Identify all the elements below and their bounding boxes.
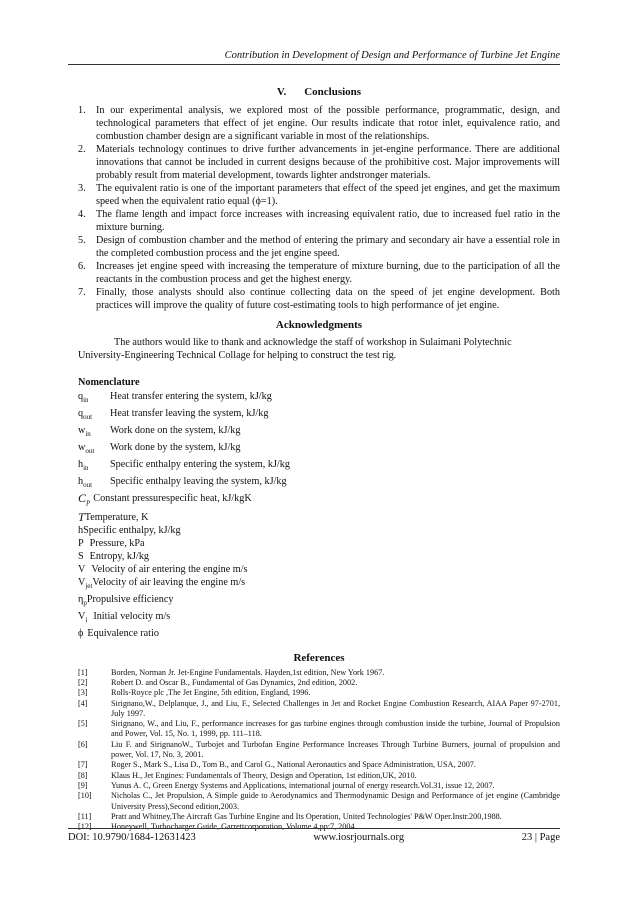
- page-footer: [68, 828, 560, 843]
- nomenclature-entry: [78, 627, 560, 640]
- nomenclature-entry: [78, 475, 560, 492]
- reference-number: [4]: [78, 698, 88, 708]
- nomenclature-symbol: $V_{jet}$: [78, 576, 93, 590]
- conclusion-item: [78, 104, 560, 143]
- nomenclature-symbol: V: [78, 563, 86, 575]
- nomenclature-symbol: $C_P$: [78, 491, 91, 508]
- acknowledgments-heading: Acknowledgments: [275, 319, 363, 331]
- reference-number: [12]: [78, 822, 92, 832]
- conclusion-text: The flame length and impact force increases with increasing equivalent ratio, due to increased fuel ratio in the mixture burning.: [96, 209, 560, 233]
- conclusion-item: [78, 182, 560, 208]
- nomenclature-description: Specific enthalpy leaving the system, kJ/kg: [110, 476, 287, 488]
- nomenclature-entry: [78, 610, 560, 627]
- reference-text: Pratt and Whitney,The Aircraft Gas Turbine Engine and Its Operation, United Technologies' P&W Oper.Instr.200,1988.: [111, 811, 502, 821]
- nomenclature-symbol: $h_{out}$: [78, 476, 93, 490]
- nomenclature-entry: [78, 524, 560, 537]
- reference-number: [7]: [78, 760, 88, 770]
- reference-number: [5]: [78, 719, 88, 729]
- reference-entry: [78, 812, 560, 822]
- footer-website: www.iosrjournals.org: [313, 832, 405, 843]
- nomenclature-description: Propulsive efficiency: [86, 593, 174, 605]
- conclusion-number: 3.: [78, 183, 86, 194]
- reference-number: [10]: [78, 791, 92, 801]
- conclusion-text: Finally, those analysts should also continue collecting data on the speed of jet engine development. Both practices will improve the quality of future cost-estimating tools to high performance of jet engine.: [96, 287, 560, 311]
- nomenclature-symbol: $h_{in}$: [78, 459, 89, 473]
- conclusion-text: Design of combustion chamber and the method of entering the primary and secondary air have a essential role in the completed combustion process and the jet engine speed.: [96, 235, 560, 259]
- nomenclature-description: Pressure, kPa: [89, 537, 145, 549]
- reference-text: Nicholas C., Jet Propulsion, A Simple guide to Aerodynamics and Thermodynamic Design and Performance of jet engine (Cambridge University Press),Second edition,2003.: [111, 791, 560, 811]
- reference-number: [9]: [78, 780, 88, 790]
- conclusion-text: In our experimental analysis, we explored most of the possible performance, programmatic, design, and technological parameters that effect of jet engine. Our results indicate that rotor inlet, equivalence ratio, and combustion chamber design are a significant variable in most of the relationships.: [96, 105, 560, 142]
- reference-number: [3]: [78, 688, 88, 698]
- nomenclature-description: Velocity of air entering the engine m/s: [91, 563, 248, 575]
- nomenclature-description: Heat transfer entering the system, kJ/kg: [110, 391, 272, 402]
- nomenclature-description: Velocity of air leaving the engine m/s: [92, 576, 246, 588]
- section-number: V.: [276, 86, 287, 98]
- nomenclature-description: Heat transfer leaving the system, kJ/kg: [110, 408, 269, 420]
- reference-number: [1]: [78, 667, 88, 677]
- reference-entry: [78, 719, 560, 740]
- nomenclature-entry: [78, 458, 560, 475]
- conclusions-list: [78, 104, 560, 312]
- nomenclature-symbol: T: [78, 509, 85, 524]
- reference-entry: [78, 688, 560, 698]
- conclusion-text: The equivalent ratio is one of the important parameters that effect of the speed jet engines, and get the maximum speed when the equivalent ratio equal (ϕ=1).: [96, 183, 560, 207]
- nomenclature-entry: [78, 441, 560, 458]
- conclusion-item: [78, 143, 560, 182]
- nomenclature-list: [78, 390, 560, 640]
- reference-entry: [78, 760, 560, 770]
- page-body: [78, 86, 560, 832]
- nomenclature-entry: [78, 492, 560, 510]
- nomenclature-entry: [78, 390, 560, 407]
- conclusion-item: [78, 208, 560, 234]
- nomenclature-entry: [78, 511, 560, 524]
- reference-text: Borden, Norman Jr. Jet-Engine Fundamentals. Hayden,1st edition, New York 1967.: [111, 667, 385, 677]
- nomenclature-symbol: $V_i$: [78, 610, 88, 624]
- conclusion-item: [78, 234, 560, 260]
- reference-text: Sirignano, W., and Liu, F., performance increases for gas turbine engines through combustion inside the turbine, Journal of Propulsion and Power, Vol. 15, No. 1, 1999, pp. 111–118.: [111, 719, 560, 739]
- reference-number: [11]: [78, 811, 92, 821]
- reference-text: Liu F. and SirignanoW., Turbojet and Turbofan Engine Performance Increases Through Turbine Burners, journal of propulsion and power, Vol. 17, No. 3, 2001.: [111, 739, 560, 760]
- reference-text: Honeywell, Turbocharger Guide, Garrettcorporation, Volume 4,pp:7, 2004.: [111, 822, 357, 832]
- conclusion-text: Increases jet engine speed with increasing the temperature of mixture burning, due to the participation of all the reactants in the combustion process and get the highest energy.: [96, 261, 560, 285]
- reference-entry: [78, 771, 560, 781]
- footer-doi: DOI: 10.9790/1684-12631423: [68, 832, 196, 843]
- nomenclature-description: Equivalence ratio: [87, 627, 159, 639]
- section-title: Conclusions: [304, 86, 362, 98]
- nomenclature-symbol: P: [78, 537, 84, 549]
- nomenclature-description: Initial velocity m/s: [93, 610, 171, 622]
- nomenclature-symbol: $w_{out}$: [78, 442, 95, 456]
- conclusion-number: 2.: [78, 144, 86, 155]
- reference-text: Rolls-Royce plc ,The Jet Engine, 5th edition, England, 1996.: [111, 688, 311, 698]
- conclusion-number: 7.: [78, 287, 86, 298]
- conclusion-number: 4.: [78, 209, 86, 220]
- reference-entry: [78, 668, 560, 678]
- nomenclature-symbol: h: [78, 524, 84, 536]
- reference-number: [8]: [78, 770, 88, 780]
- nomenclature-entry: [78, 550, 560, 563]
- nomenclature-description: Work done on the system, kJ/kg: [110, 425, 241, 437]
- running-header: Contribution in Development of Design and Performance of Turbine Jet Engine: [68, 50, 560, 65]
- reference-entry: [78, 678, 560, 688]
- nomenclature-description: Specific enthalpy entering the system, kJ/kg: [110, 459, 290, 471]
- nomenclature-symbol: ϕ: [78, 627, 84, 639]
- nomenclature-symbol: S: [78, 550, 84, 562]
- nomenclature-description: Entropy, kJ/kg: [89, 550, 150, 562]
- reference-text: Klaus H., Jet Engines: Fundamentals of Theory, Design and Operation, 1st edition,UK, 2010.: [111, 770, 417, 780]
- nomenclature-description: Specific enthalpy, kJ/kg: [83, 524, 181, 536]
- references-list: [78, 668, 560, 833]
- nomenclature-entry: [78, 576, 560, 593]
- reference-number: [6]: [78, 739, 88, 749]
- conclusion-item: [78, 260, 560, 286]
- reference-entry: [78, 781, 560, 791]
- acknowledgments-text: The authors would like to thank and acknowledge the staff of workshop in Sulaimani Polytechnic University-Engineering Technical Collage for helping to construct the test rig.: [78, 337, 512, 361]
- nomenclature-symbol: $q_{out}$: [78, 408, 93, 422]
- nomenclature-description: Constant pressurespecific heat, kJ/kgK: [93, 493, 252, 505]
- nomenclature-heading: Nomenclature: [78, 377, 140, 388]
- footer-page-number: 23 | Page: [521, 832, 560, 843]
- conclusion-number: 1.: [78, 105, 86, 116]
- reference-text: Robert D. and Oscar B., Fundamental of Gas Dynamics, 2nd edition, 2002.: [111, 677, 358, 687]
- nomenclature-description: Temperature, K: [84, 511, 149, 523]
- references-heading: References: [293, 651, 345, 664]
- nomenclature-entry: [78, 424, 560, 441]
- conclusion-item: [78, 286, 560, 312]
- reference-entry: [78, 699, 560, 720]
- conclusion-text: Materials technology continues to drive further advancements in jet-engine performance. There are additional innovations that cannot be included in current designs because of the prohibitive cost. Major improvements will probably result from material development, towards lighter andstronger materials.: [96, 144, 560, 181]
- conclusions-heading: [78, 86, 560, 99]
- nomenclature-description: Work done by the system, kJ/kg: [110, 442, 241, 454]
- nomenclature-entry: [78, 593, 560, 610]
- reference-text: Roger S., Mark S., Lisa D., Tom B., and Carol G., National Aeronautics and Space Administration, USA, 2007.: [111, 760, 476, 770]
- nomenclature-entry: [78, 563, 560, 576]
- conclusion-number: 5.: [78, 235, 86, 246]
- reference-entry: [78, 740, 560, 761]
- nomenclature-symbol: $w_{in}$: [78, 425, 91, 439]
- conclusion-number: 6.: [78, 261, 86, 272]
- nomenclature-entry: [78, 407, 560, 424]
- nomenclature-symbol: $q_{in}$: [78, 391, 89, 405]
- nomenclature-entry: [78, 537, 560, 550]
- reference-text: Sirignano,W., Delplanque, J., and Liu, F., Selected Challenges in Jet and Rocket Engine Combustion Research, AIAA Paper 97-2701, July 1997.: [111, 698, 560, 718]
- reference-text: Yunus A. C, Green Energy Systems and Applications, international journal of energy research.Vol.31, issue 12, 2007.: [111, 780, 495, 790]
- reference-entry: [78, 791, 560, 812]
- reference-number: [2]: [78, 677, 88, 687]
- nomenclature-symbol: $\eta_p$: [78, 593, 87, 607]
